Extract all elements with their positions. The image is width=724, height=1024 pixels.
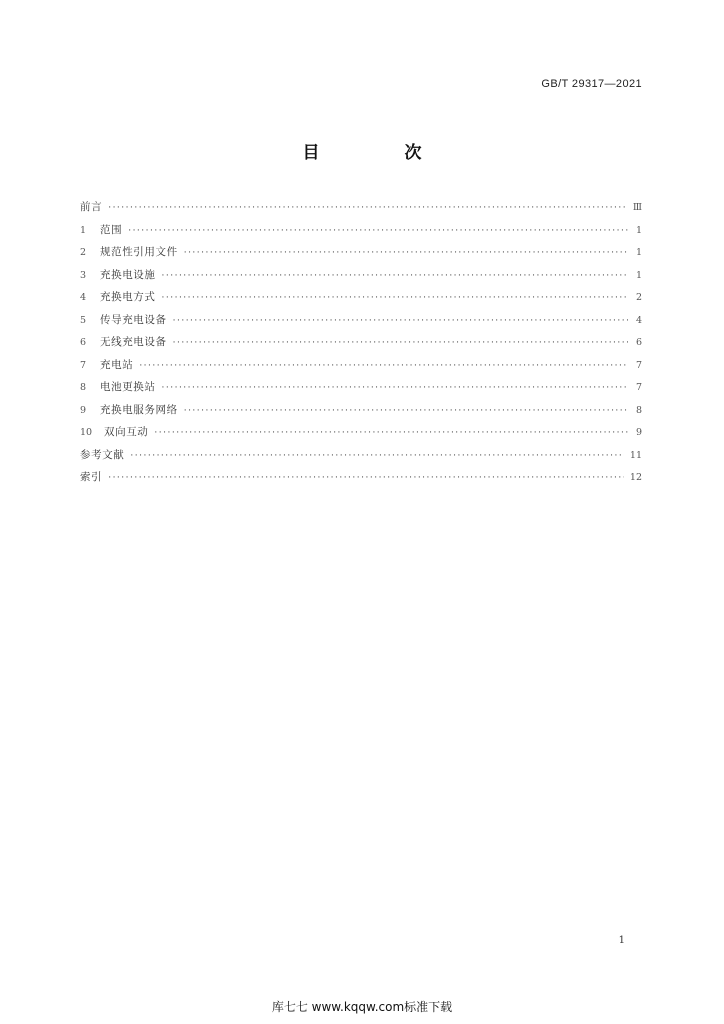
toc-entry-label: 规范性引用文件 <box>100 246 178 258</box>
toc-leader-dots <box>173 316 628 326</box>
toc-page-number: 8 <box>635 404 642 416</box>
toc-entry-index[interactable] <box>80 469 642 492</box>
toc-leader-dots <box>162 383 629 393</box>
footer-watermark: 库七七 www.kqqw.com标准下载 <box>271 1000 453 1014</box>
toc-section-number: 9 <box>80 404 87 416</box>
toc-entry-label: 索引 <box>80 471 103 483</box>
toc-page-number: 1 <box>635 269 642 281</box>
toc-entry-9[interactable] <box>80 402 642 425</box>
toc-entry-10[interactable] <box>80 424 642 447</box>
toc-entry-label: 范围 <box>100 223 123 236</box>
toc-leader-dots <box>154 428 628 438</box>
toc-page-number: 9 <box>635 427 642 438</box>
toc-leader-dots <box>162 293 629 303</box>
page-title: 目 次 <box>302 143 456 163</box>
toc-entry-label: 无线充电设备 <box>100 336 167 348</box>
toc-leader-dots <box>162 271 629 281</box>
toc-page-number: 6 <box>635 337 642 348</box>
toc-leader-dots <box>173 338 628 348</box>
toc-page-number: 7 <box>635 359 642 371</box>
toc-page-number: Ⅲ <box>632 202 642 213</box>
toc-entry-5[interactable] <box>80 312 642 335</box>
toc-leader-dots <box>108 203 627 213</box>
toc-section-number: 8 <box>80 382 87 393</box>
toc-entry-label: 参考文献 <box>80 448 125 461</box>
toc-leader-dots <box>108 473 624 483</box>
toc-leader-dots <box>130 451 624 461</box>
page-number: 1 <box>618 935 625 946</box>
toc-section-number: 10 <box>80 427 93 438</box>
toc-page-number: 4 <box>635 314 642 326</box>
toc-entry-references[interactable] <box>80 447 642 470</box>
toc-entry-label: 充换电方式 <box>100 291 156 303</box>
toc-leader-dots <box>139 361 628 371</box>
toc-entry-label: 充换电服务网络 <box>100 403 178 416</box>
toc-entry-label: 双向互动 <box>104 426 149 438</box>
toc-entry-8[interactable] <box>80 379 642 402</box>
toc-entry-label: 充换电设施 <box>100 268 156 281</box>
toc-entry-2[interactable] <box>80 244 642 267</box>
toc-entry-label: 充电站 <box>100 358 134 371</box>
toc-page-number: 7 <box>635 382 642 393</box>
toc-entry-label: 传导充电设备 <box>100 313 167 326</box>
toc-entry-3[interactable] <box>80 267 642 290</box>
toc-page-number: 1 <box>635 247 642 258</box>
toc-page-number: 2 <box>635 292 642 303</box>
toc-section-number: 6 <box>80 337 87 348</box>
toc-entry-label: 电池更换站 <box>100 381 156 393</box>
toc-entry-4[interactable] <box>80 289 642 312</box>
toc-entry-7[interactable] <box>80 357 642 380</box>
toc-leader-dots <box>184 406 628 416</box>
toc-section-number: 3 <box>80 269 87 281</box>
standard-code: GB/T 29317—2021 <box>541 78 642 90</box>
toc-section-number: 1 <box>80 224 87 236</box>
toc-section-number: 2 <box>80 247 87 258</box>
toc-entry-6[interactable] <box>80 334 642 357</box>
toc-page-number: 1 <box>635 224 642 236</box>
toc-section-number: 5 <box>80 314 87 326</box>
toc-leader-dots <box>128 226 628 236</box>
toc-section-number: 4 <box>80 292 87 303</box>
toc-section-number: 7 <box>80 359 87 371</box>
toc-page-number: 11 <box>629 449 642 461</box>
toc-entry-label: 前言 <box>80 201 103 213</box>
toc-entry-1[interactable] <box>80 222 642 245</box>
table-of-contents <box>80 199 642 492</box>
toc-entry-foreword[interactable] <box>80 199 642 222</box>
toc-leader-dots <box>184 248 628 258</box>
toc-page-number: 12 <box>629 472 642 483</box>
